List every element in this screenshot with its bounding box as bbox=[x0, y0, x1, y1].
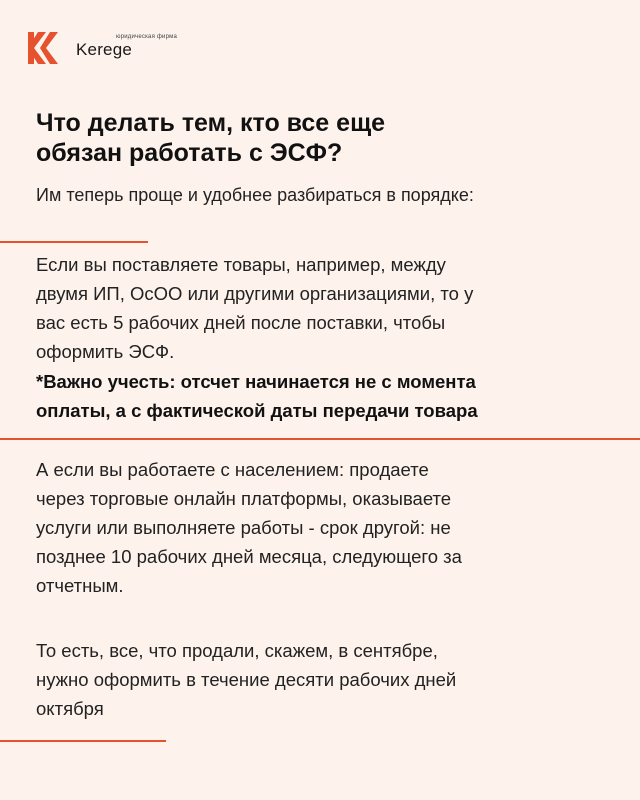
title-line: Что делать тем, кто все еще bbox=[36, 109, 386, 137]
text-line: оплаты, а с фактической даты передачи товара bbox=[36, 400, 478, 421]
accent-divider bbox=[0, 740, 166, 742]
text-line: позднее 10 рабочих дней месяца, следующего за bbox=[36, 546, 462, 567]
page-title bbox=[36, 108, 576, 168]
text-line: отчетным. bbox=[36, 575, 124, 596]
intro-text: Им теперь проще и удобнее разбираться в порядке: bbox=[36, 185, 474, 205]
text-line: октября bbox=[36, 698, 104, 719]
supplier-deadline-paragraph bbox=[36, 250, 604, 366]
text-line: Если вы поставляете товары, например, между bbox=[36, 254, 446, 275]
accent-divider bbox=[0, 241, 148, 243]
brand-logo bbox=[28, 32, 178, 64]
example-paragraph bbox=[36, 636, 604, 723]
brand-tagline: юридическая фирма bbox=[116, 34, 178, 40]
text-line: услуги или выполняете работы - срок другой: не bbox=[36, 517, 451, 538]
section-divider bbox=[0, 438, 640, 440]
text-line: через торговые онлайн платформы, оказываете bbox=[36, 488, 452, 509]
title-line: обязан работать с ЭСФ? bbox=[36, 139, 343, 167]
important-note bbox=[36, 367, 604, 425]
text-line: двумя ИП, ОсОО или другими организациями, то у bbox=[36, 283, 474, 304]
consumer-deadline-paragraph bbox=[36, 455, 604, 600]
brand-text bbox=[76, 34, 178, 60]
text-line: А если вы работаете с населением: продаете bbox=[36, 459, 429, 480]
text-line: То есть, все, что продали, скажем, в сентябре, bbox=[36, 640, 438, 661]
text-line: вас есть 5 рабочих дней после поставки, чтобы bbox=[36, 312, 446, 333]
text-line: нужно оформить в течение десяти рабочих дней bbox=[36, 669, 457, 690]
double-chevron-logo-icon bbox=[28, 32, 64, 64]
text-line: оформить ЭСФ. bbox=[36, 341, 175, 362]
text-line: *Важно учесть: отсчет начинается не с момента bbox=[36, 371, 476, 392]
brand-name: Kerege bbox=[76, 40, 133, 59]
